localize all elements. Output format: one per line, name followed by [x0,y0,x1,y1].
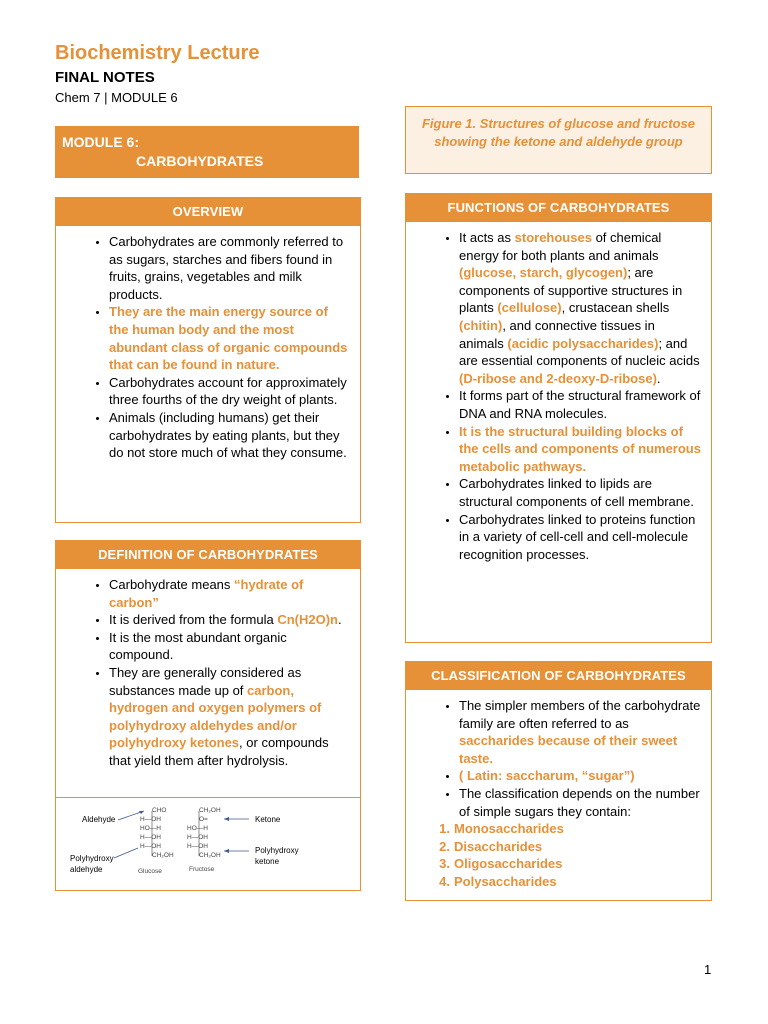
glucose-fructose-structures [56,798,359,889]
list-item [459,785,701,820]
highlighted-text: They are the main energy source of the human body and the most abundant class of organic compounds that can be found in nature. [109,304,348,373]
classification-type: Oligosaccharides [454,856,563,872]
text-run: ; and are essential components of nucleic acids [459,335,700,369]
structure-row: HO—H [187,825,208,832]
structure-row: H—OH [187,843,208,850]
glucose-label: Glucose [138,868,162,875]
overview-box [55,197,361,523]
text-run: The classification depends on the number of simple sugars they contain: [459,785,700,819]
highlighted-text: (glucose, starch, glycogen) [459,265,628,281]
structure-row: O= [199,816,208,823]
module-label: MODULE 6: [62,134,139,150]
page-number: 1 [704,962,712,977]
list-item [109,409,350,462]
functions-header: FUNCTIONS OF CARBOHYDRATES [406,194,711,222]
text-run: It forms part of the structural framework of DNA and RNA molecules. [459,388,701,421]
definition-header: DEFINITION OF CARBOHYDRATES [56,541,360,569]
classification-box [405,661,712,901]
overview-list [56,233,360,462]
figure-caption: Figure 1. Structures of glucose and fructose showing the ketone and aldehyde group [405,106,712,174]
highlighted-text: (chitin) [459,317,503,333]
list-item [459,423,701,476]
structure-row: H—OH [140,843,161,850]
highlighted-text: saccharides because of their sweet taste. [459,733,678,766]
classification-header: CLASSIFICATION OF CARBOHYDRATES [406,662,711,690]
classification-types [406,820,711,890]
list-item [459,767,701,785]
highlighted-text: (acidic polysaccharides) [507,335,659,351]
functions-box [405,193,712,643]
text-run: , and connective tissues in animals [459,317,655,351]
polyhydroxy-ketone-label-1: Polyhydroxy [255,846,299,855]
highlighted-text: storehouses [514,230,592,245]
highlighted-text: “hydrate of carbon” [109,577,304,610]
text-run: . [338,612,342,628]
list-item [109,303,350,373]
classification-type: Monosaccharides [454,821,564,837]
structure-row: CHO [152,807,167,814]
structure-row: H—OH [187,834,208,841]
text-run: Carbohydrates are commonly referred to as sugars, starches and fibers found in fruits, grains, vegetables and milk products. [109,234,344,302]
structure-row: H—OH [140,816,161,823]
structure-diagram [55,797,361,891]
highlighted-text: carbon, hydrogen and oxygen polymers of polyhydroxy aldehydes and/or polyhydroxy ketones [109,682,322,751]
list-item [459,697,701,767]
fructose-label: Fructose [189,866,215,873]
list-item [459,229,701,387]
list-item [459,387,701,422]
highlighted-text: (cellulose) [497,300,562,316]
text-run: Carbohydrates linked to lipids are structural components of cell membrane. [459,476,694,509]
text-run: Animals (including humans) get their carbohydrates by eating plants, but they do not store much of what they consume. [109,409,347,461]
classification-type: Disaccharides [454,838,543,854]
list-item [109,374,350,409]
glucose-structure [140,807,174,859]
text-run: It is derived from the formula [109,612,278,628]
list-item [109,629,350,664]
document-title: Biochemistry Lecture [55,42,260,64]
polyhydroxy-aldehyde-arrow [114,848,138,858]
highlighted-text: It is the structural building blocks of the cells and components of numerous metabolic pathways. [459,423,701,474]
list-item [109,576,350,611]
aldehyde-label: Aldehyde [82,815,116,824]
list-item [459,475,701,510]
fructose-structure [187,807,221,859]
text-run: , or compounds that yield them after hydrolysis. [109,735,329,768]
classification-type: Polysaccharides [454,873,557,889]
structure-row: CH₂OH [199,807,221,814]
structure-row: HO—H [140,825,161,832]
structure-row: CH₂OH [199,852,221,859]
text-run: , crustacean shells [561,300,670,316]
definition-box [55,540,361,798]
structure-row: H—OH [140,834,161,841]
text-run: It is the most abundant organic compound. [109,629,287,663]
text-run: They are generally considered as substances made up of [109,664,302,698]
highlighted-text: Cn(H2O)n [277,612,339,628]
polyhydroxy-aldehyde-label-1: Polyhydroxy [70,854,114,863]
classification-list [406,697,711,820]
module-name: CARBOHYDRATES [136,153,264,169]
structure-row: CH₂OH [152,852,174,859]
text-run: Carbohydrates linked to proteins function in a variety of cell-cell and cell-molecule recognition processes. [459,511,696,562]
text-run: of chemical energy for both plants and animals [459,230,662,263]
text-run: ; are components of supportive structures in plants [459,265,683,316]
list-item [109,664,350,770]
list-item [459,511,701,564]
text-run: It acts as [459,230,515,245]
module-banner [55,126,359,178]
highlighted-text: (D-ribose and 2-deoxy-D-ribose) [459,370,657,386]
list-item [109,611,350,629]
functions-list [406,229,711,563]
polyhydroxy-aldehyde-label-2: aldehyde [70,865,103,874]
text-run: Carbohydrate means [109,577,235,592]
polyhydroxy-ketone-label-2: ketone [255,857,280,866]
text-run: . [656,370,661,386]
course-label: Chem 7 | MODULE 6 [55,90,178,105]
text-run: The simpler members of the carbohydrate family are often referred to as [459,698,701,731]
ketone-label: Ketone [255,815,281,824]
overview-header: OVERVIEW [56,198,360,226]
list-item [109,233,350,303]
highlighted-text: ( Latin: saccharum, “sugar”) [459,768,635,784]
text-run: Carbohydrates account for approximately three fourths of the dry weight of plants. [109,374,347,408]
definition-list [56,576,360,770]
document-subtitle: FINAL NOTES [55,69,155,86]
